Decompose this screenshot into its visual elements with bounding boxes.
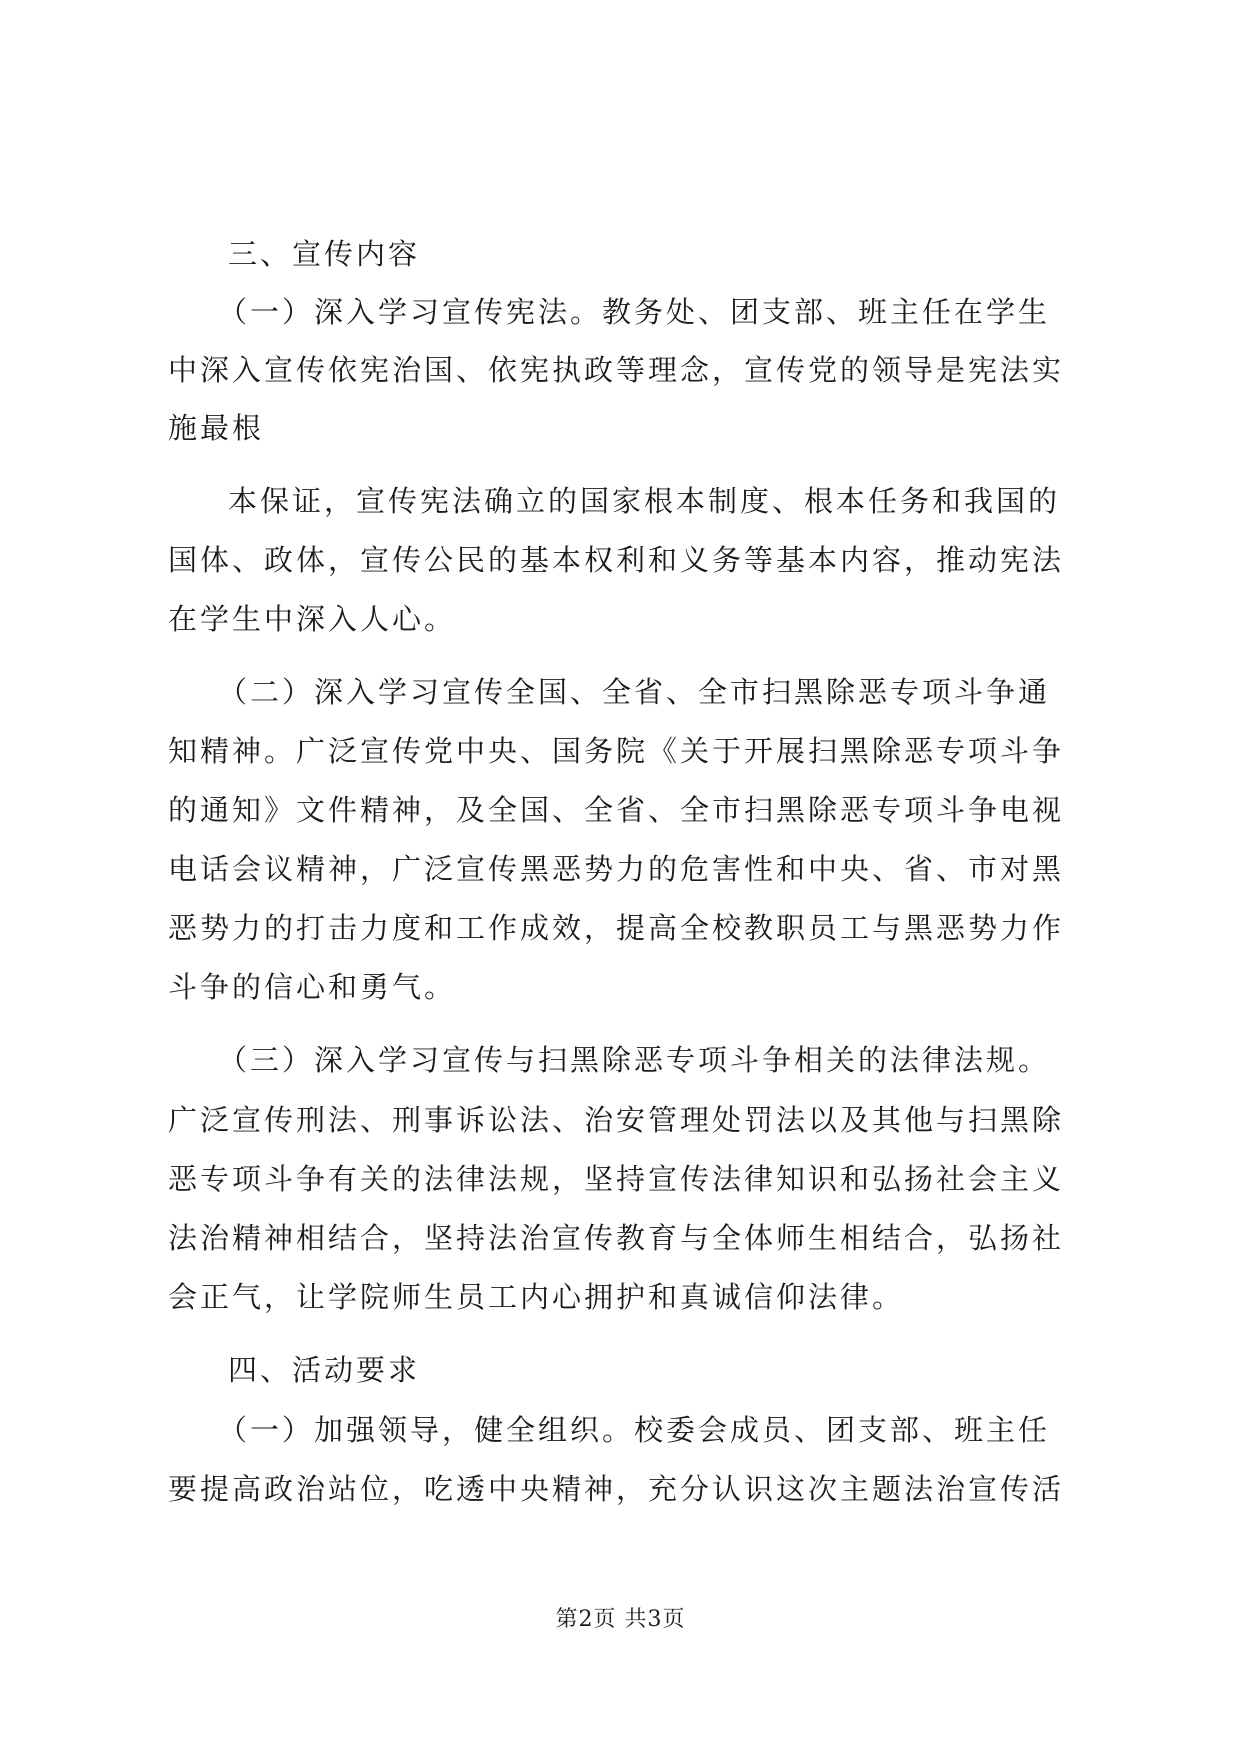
section-heading-4: 四、活动要求 xyxy=(228,1353,421,1387)
paragraph-line: 在学生中深入人心。 xyxy=(168,602,457,636)
paragraph-line: （二）深入学习宣传全国、全省、全市扫黑除恶专项斗争通 xyxy=(218,675,1051,709)
paragraph-line: 广泛宣传刑法、刑事诉讼法、治安管理处罚法以及其他与扫黑除 xyxy=(168,1103,1065,1137)
paragraph-line: 恶专项斗争有关的法律法规，坚持宣传法律知识和弘扬社会主义 xyxy=(168,1162,1065,1196)
paragraph-line: 要提高政治站位，吃透中央精神，充分认识这次主题法治宣传活 xyxy=(168,1472,1065,1506)
paragraph-line: 电话会议精神，广泛宣传黑恶势力的危害性和中央、省、市对黑 xyxy=(168,852,1065,886)
paragraph-line: 法治精神相结合，坚持法治宣传教育与全体师生相结合，弘扬社 xyxy=(168,1221,1065,1255)
page-number-footer: 第2页 共3页 xyxy=(555,1607,686,1632)
paragraph-line: 会正气，让学院师生员工内心拥护和真诚信仰法律。 xyxy=(168,1280,905,1314)
paragraph-line: 施最根 xyxy=(168,411,265,445)
paragraph-line: 本保证，宣传宪法确立的国家根本制度、根本任务和我国的 xyxy=(228,484,1061,518)
paragraph-line: （一）加强领导，健全组织。校委会成员、团支部、班主任 xyxy=(218,1413,1051,1447)
paragraph-line: （一）深入学习宣传宪法。教务处、团支部、班主任在学生 xyxy=(218,295,1051,329)
paragraph-line: （三）深入学习宣传与扫黑除恶专项斗争相关的法律法规。 xyxy=(218,1043,1051,1077)
paragraph-line: 的通知》文件精神，及全国、全省、全市扫黑除恶专项斗争电视 xyxy=(168,793,1065,827)
paragraph-line: 斗争的信心和勇气。 xyxy=(168,970,457,1004)
section-heading-3: 三、宣传内容 xyxy=(228,237,421,271)
paragraph-line: 知精神。广泛宣传党中央、国务院《关于开展扫黑除恶专项斗争 xyxy=(168,734,1065,768)
paragraph-line: 中深入宣传依宪治国、依宪执政等理念，宣传党的领导是宪法实 xyxy=(168,353,1065,387)
paragraph-line: 恶势力的打击力度和工作成效，提高全校教职员工与黑恶势力作 xyxy=(168,911,1065,945)
paragraph-line: 国体、政体，宣传公民的基本权利和义务等基本内容，推动宪法 xyxy=(168,543,1065,577)
